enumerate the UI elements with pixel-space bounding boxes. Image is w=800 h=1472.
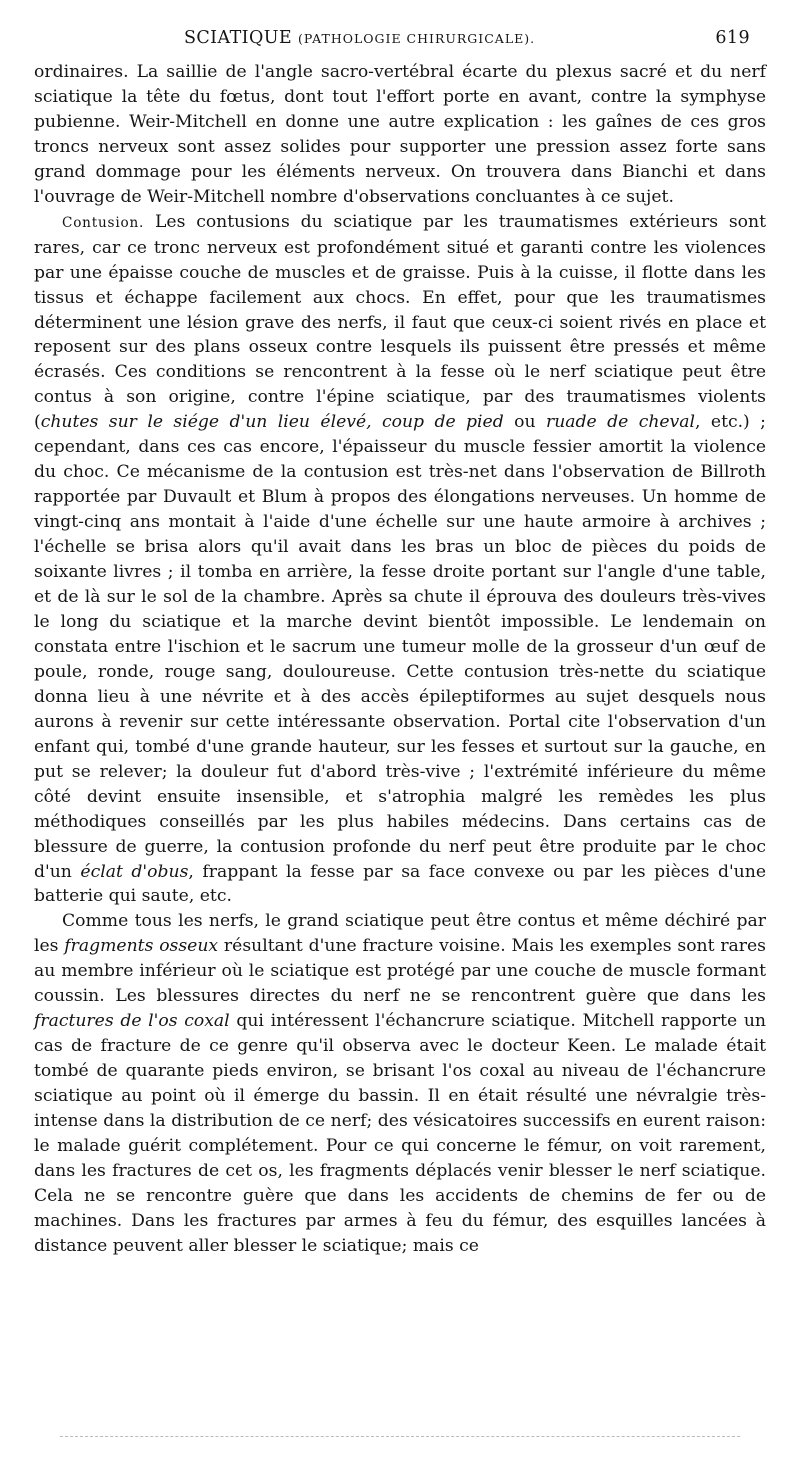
paragraph-3: [34, 909, 766, 1258]
text-run: Comme tous les nerfs, le grand sciatique peut être contus et même déchiré par les: [34, 911, 766, 957]
section-heading-contusion: Contusion.: [62, 214, 145, 231]
document-page: [34, 28, 766, 1259]
italic-run: fragments osseux: [64, 936, 219, 957]
text-run: ou: [503, 412, 546, 433]
italic-run: éclat d'obus: [80, 861, 189, 882]
text-run: qui intéressent l'échancrure sciatique. Mitchell rapporte un cas de fracture de ce genre qu'il observa avec le docteur Keen. Le malade était tombé de quarante pieds environ, se brisant l'os coxal au niveau de l'échancrure sciatique au point où il émerge du bassin. Il en était résulté une névralgie très-intense dans la distribution de ce nerf; des vésicatoires successifs en eurent raison: le malade guérit complétement. Pour ce qui concerne le fémur, on voit rarement, dans les fractures de cet os, les fragments déplacés venir blesser le nerf sciatique. Cela ne se rencontre guère que dans les accidents de chemins de fer ou de machines. Dans les fractures par armes à feu du fémur, des esquilles lancées à distance peuvent aller blesser le sciatique; mais ce: [34, 1011, 766, 1256]
running-head: [184, 28, 535, 48]
running-head-section: (PATHOLOGIE CHIRURGICALE).: [298, 31, 536, 46]
page-number: 619: [715, 28, 750, 48]
paragraph-contusion: [34, 210, 766, 910]
footer-rule: [60, 1436, 740, 1438]
text-run: Les contusions du sciatique par les traumatismes extérieurs sont rares, car ce tronc nerveux est profondément situé et garanti contre les violences par une épaisse couche de muscles et de graisse. Puis à la cuisse, il flotte dans les tissus et échappe facilement aux chocs. En effet, pour que les traumatismes déterminent une lésion grave des nerfs, il faut que ceux-ci soient rivés en place et reposent sur des plans osseux contre lesquels ils puissent être pressés et même écrasés. Ces conditions se rencontrent à la fesse où le nerf sciatique peut être contus à son origine, contre l'épine sciatique, par des traumatismes violents (: [34, 211, 766, 433]
page-header: [34, 28, 766, 56]
text-run: , frappant la fesse par sa face convexe ou par les pièces d'une batterie qui saute, etc.: [34, 861, 766, 907]
italic-run: fractures de l'os coxal: [34, 1011, 230, 1032]
body-text: [34, 60, 766, 1259]
text-run: résultant d'une fracture voisine. Mais les exemples sont rares au membre inférieur où le sciatique est protégé par une couche de muscle formant coussin. Les blessures directes du nerf ne se rencontrent guère que dans les: [34, 936, 767, 1007]
text-run: , etc.) ; cependant, dans ces cas encore, l'épaisseur du muscle fessier amortit la violence du choc. Ce mécanisme de la contusion est très-net dans l'observation de Billroth rapportée par Duvault et Blum à propos des élongations nerveuses. Un homme de vingt-cinq ans montait à l'aide d'une échelle sur une haute armoire à archives ; l'échelle se brisa alors qu'il avait dans les bras un bloc de pièces du poids de soixante livres ; il tomba en arrière, la fesse droite portant sur l'angle d'une table, et de là sur le sol de la chambre. Après sa chute il éprouva des douleurs très-vives le long du sciatique et la marche devint bientôt impossible. Le lendemain on constata entre l'ischion et le sacrum une tumeur molle de la grosseur d'un œuf de poule, ronde, rouge sang, douloureuse. Cette contusion très-nette du sciatique donna lieu à une névrite et à des accès épileptiformes au sujet desquels nous aurons à revenir sur cette intéressante observation. Portal cite l'observation d'un enfant qui, tombé d'une grande hauteur, sur les fesses et surtout sur la gauche, en put se relever; la douleur fut d'abord très-vive ; l'extrémité inférieure du même côté devint ensuite insensible, et s'atrophia malgré les remèdes les plus méthodiques conseillés par les plus habiles médecins. Dans certains cas de blessure de guerre, la contusion profonde du nerf peut être produite par le choc d'un: [34, 412, 766, 882]
italic-run: chutes sur le siége d'un lieu élevé, coup de pied: [40, 412, 504, 433]
italic-run: ruade de cheval: [545, 412, 696, 433]
running-head-title: SCIATIQUE: [184, 28, 293, 48]
paragraph-1: ordinaires. La saillie de l'angle sacro-vertébral écarte du plexus sacré et du nerf sciatique la tête du fœtus, dont tout l'effort porte en avant, contre la symphyse pubienne. Weir-Mitchell en donne une autre explication : les gaînes de ces gros troncs nerveux sont assez solides pour supporter une pression assez forte sans grand dommage pour les éléments nerveux. On trouvera dans Bianchi et dans l'ouvrage de Weir-Mitchell nombre d'observations concluantes à ce sujet.: [34, 62, 766, 207]
